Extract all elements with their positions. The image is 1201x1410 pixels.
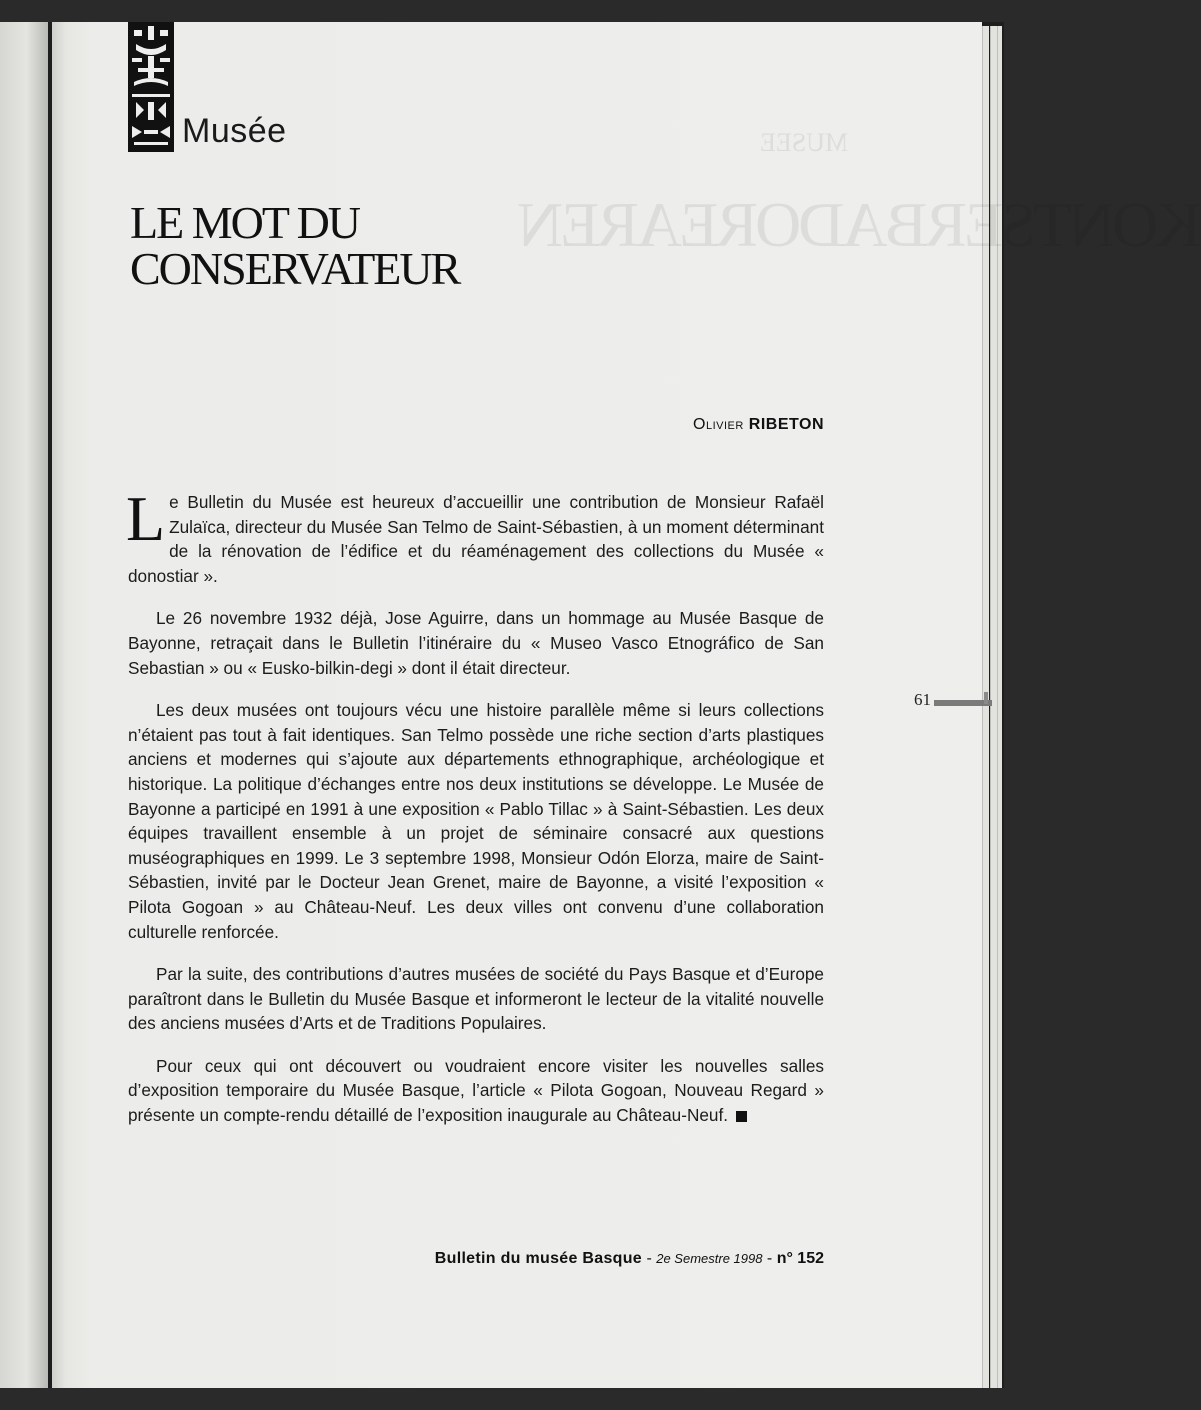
bleed-through-header: MUSEE [760,128,849,157]
article-body [126,483,824,1146]
page-tab-notch [984,692,988,704]
page-title [130,197,460,294]
title-line-2: CONSERVATEUR [130,243,460,294]
paragraph-5-text: Pour ceux qui ont découvert ou voudraient encore visiter les nouvelles salles d’exposition temporaire du Musée Basque, l’article « Pilota Gogoan, Nouveau Regard » présente un compte-rendu détaillé de l’exposition inaugurale au Château-Neuf. [128,1055,824,1126]
section-title: Musée [182,112,287,150]
facing-page-edge [0,22,48,1388]
drop-cap: L [126,483,166,554]
footer-separator: - [642,1250,657,1267]
author-last-name: RIBETON [748,416,824,433]
bleed-through-title: KONTSERBADOREAREN [520,189,1201,260]
footer-separator: - [762,1250,777,1267]
author-byline [693,416,824,434]
running-footer [435,1250,824,1268]
paragraph-2: Le 26 novembre 1932 déjà, Jose Aguirre, dans un hommage au Musée Basque de Bayonne, retraçait dans le Bulletin l’itinéraire du « Museo Vasco Etnográfico de San Sebastian » ou « Eusko-bilkin-degi » dont il était directeur. [128,608,824,678]
paragraph-1-text: e Bulletin du Musée est heureux d’accueillir une contribution de Monsieur Rafaël Zulaïca, directeur du Musée San Telmo de Saint-Sébastien, à un moment déterminant de la rénovation de l’édifice et du réaménagement des collections du Musée « donostiar ». [128,492,824,586]
paragraph-5 [128,1054,824,1128]
paragraph-3: Les deux musées ont toujours vécu une histoire parallèle même si leurs collections n’étaient pas tout à fait identiques. San Telmo possède une riche section d’arts plastiques anciens et modernes qui s’ajoute aux départements ethnographique, archéologique et historique. La politique d’échanges entre nos deux institutions se développe. Le Musée de Bayonne a participé en 1991 à une exposition « Pablo Tillac » à Saint-Sébastien. Les deux équipes travaillent ensemble à un projet de séminaire consacré aux questions muséographiques en 1999. Le 3 septembre 1998, Monsieur Odón Elorza, maire de Saint-Sébastien, invité par le Docteur Jean Grenet, maire de Bayonne, a visité l’exposition « Pilota Gogoan » au Château-Neuf. Les deux villes ont convenu d’une collaboration culturelle renforcée. [128,700,824,942]
paragraph-1 [126,483,824,588]
footer-semester: 2e Semestre 1998 [656,1251,763,1266]
author-first-name: Olivier [693,416,744,433]
end-mark-icon [736,1111,747,1122]
basque-motif-logo-icon [128,22,174,152]
page-number: 61 [914,690,931,709]
footer-issue-number: n° 152 [776,1250,824,1267]
title-line-1: LE MOT DU [130,197,360,248]
paragraph-4: Par la suite, des contributions d’autres musées de société du Pays Basque et d’Europe paraîtront dans le Bulletin du Musée Basque et informeront le lecteur de la vitalité nouvelle des anciens musées d’Arts et de Traditions Populaires. [128,964,824,1034]
footer-bulletin-title: Bulletin du musée Basque [434,1250,643,1267]
